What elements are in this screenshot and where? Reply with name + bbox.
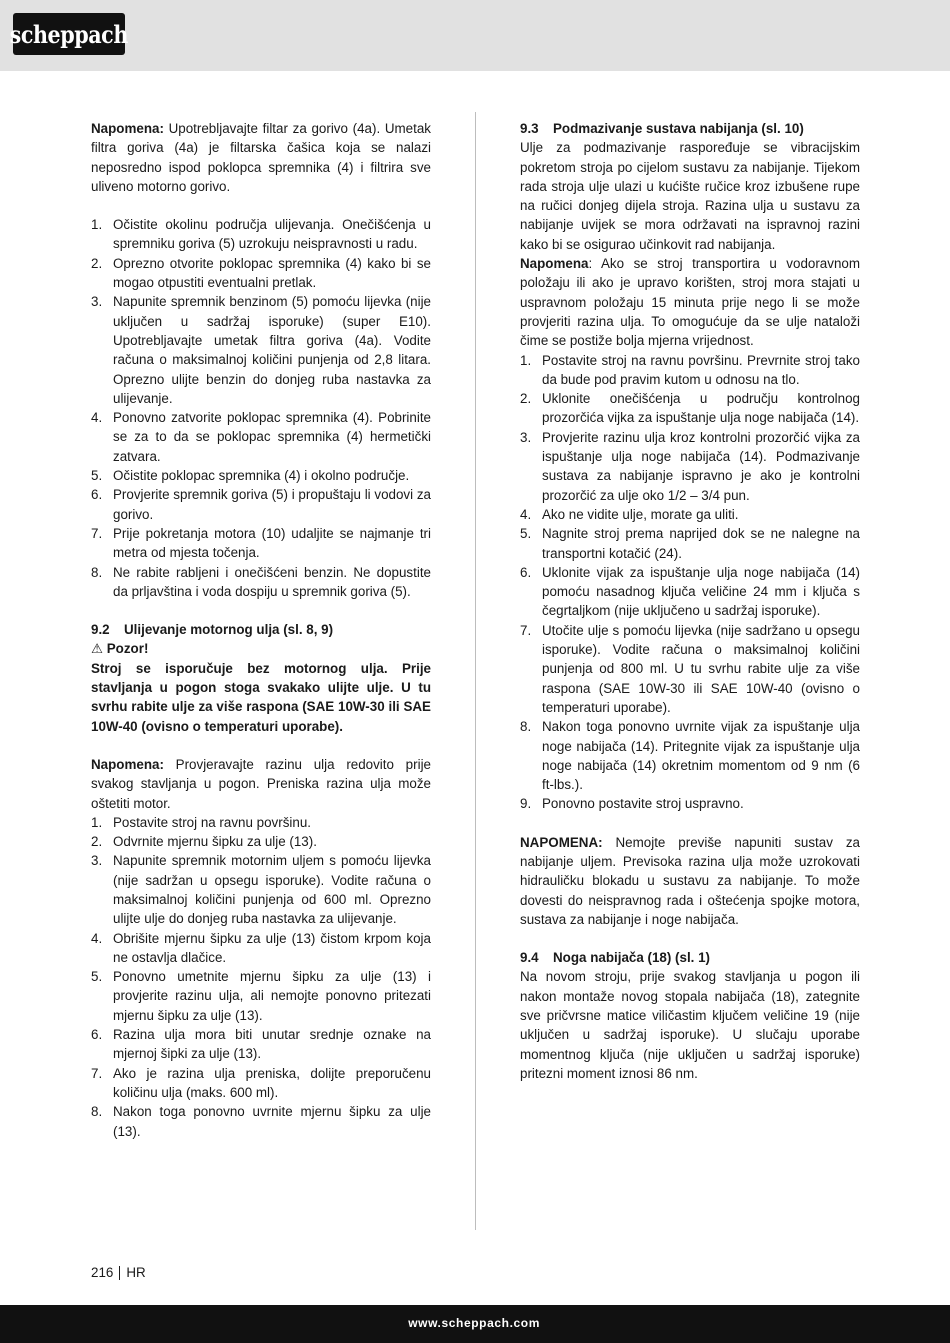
list-item-number: 7. <box>91 1065 103 1081</box>
warning-label: Pozor! <box>106 641 149 657</box>
note-oil-level <box>91 755 431 813</box>
list-item <box>91 408 431 466</box>
list-item-number: 4. <box>520 506 532 522</box>
page-number: 216 <box>91 1265 114 1280</box>
section-heading-9-3 <box>520 119 860 138</box>
left-column <box>91 119 431 1141</box>
section-title: Podmazivanje sustava nabijanja (sl. 10) <box>553 121 804 136</box>
list-item-number: 1. <box>91 217 103 233</box>
list-item <box>91 967 431 1025</box>
right-column <box>520 119 860 1083</box>
section-title: Noga nabijača (18) (sl. 1) <box>553 950 711 966</box>
list-item <box>520 428 860 505</box>
list-item <box>91 466 431 485</box>
list-item-text: Ponovno umetnite mjernu šipku za ulje (13) i provjerite razinu ulja, ali nemojte ponovno pritezati mjernu šipku za ulje (13). <box>113 969 431 1023</box>
list-item-number: 3. <box>520 429 532 445</box>
list-item-text: Oprezno otvorite poklopac spremnika (4) kako bi se mogao otpustiti eventualni pretlak. <box>113 255 431 291</box>
note-text: Provjeravajte razinu ulja redovito prije svakog stavljanja u pogon. Preniska razina ulja može oštetiti motor. <box>91 756 431 811</box>
list-item-text: Napunite spremnik benzinom (5) pomoću lijevka (nije uključen u sadržaj isporuke) (super E10). Upotrebljavajte umetak filtra goriva (4a). Vodite računa o maksimalnoj količini punjenja od 2,8 litara. Oprezno ulijte benzin do donjeg ruba nastavka za ulijevanje. <box>113 294 431 406</box>
list-item-text: Utočite ulje s pomoću lijevka (nije sadržano u opsegu isporuke). Vodite računa o maksimalnoj količini punjenja od 800 ml. U tu svrhu rabite ulje za više raspona (SAE 10W-30 ili SAE 10W-40 (ovisno o temperaturi uporabe). <box>542 622 860 715</box>
list-item <box>91 1064 431 1103</box>
list-item-number: 6. <box>91 1027 103 1043</box>
list-item <box>91 215 431 254</box>
list-item-text: Postavite stroj na ravnu površinu. Prevrnite stroj tako da bude pod pravim kutom u odnosu na tlo. <box>542 352 860 387</box>
list-item-text: Prije pokretanja motora (10) udaljite se najmanje tri metra od mjesta točenja. <box>113 525 431 561</box>
list-item-text: Nakon toga ponovno uvrnite mjernu šipku za ulje (13). <box>113 1104 431 1139</box>
website-link[interactable]: www.scheppach.com <box>408 1316 540 1330</box>
list-item-number: 8. <box>91 564 103 580</box>
list-item-number: 5. <box>91 969 103 985</box>
oil-steps-list <box>91 813 431 1141</box>
warning-line <box>91 639 431 658</box>
list-item-number: 6. <box>520 564 532 580</box>
list-item <box>91 813 431 832</box>
list-item <box>520 524 860 563</box>
list-item-number: 7. <box>91 525 103 541</box>
list-item <box>520 505 860 524</box>
list-item-number: 6. <box>91 487 103 503</box>
header-band <box>0 0 950 71</box>
list-item-number: 1. <box>91 814 103 830</box>
footer-separator <box>119 1266 120 1280</box>
note-fuel-filter <box>91 119 431 196</box>
list-item-text: Očistite poklopac spremnika (4) i okolno područje. <box>113 468 410 484</box>
note-label: Napomena: <box>91 121 164 136</box>
list-item-text: Nagnite stroj prema naprijed dok se ne nalegne na transportni kotačić (24). <box>542 526 860 561</box>
list-item <box>520 621 860 717</box>
list-item <box>91 292 431 408</box>
list-item <box>520 563 860 621</box>
list-item-number: 4. <box>91 410 103 426</box>
column-divider <box>475 112 476 1230</box>
list-item-text: Ponovno postavite stroj uspravno. <box>542 796 744 812</box>
list-item-number: 9. <box>520 796 532 812</box>
list-item-number: 4. <box>91 930 103 946</box>
note-text: Nemojte previše napuniti sustav za nabijanje uljem. Previsoka razina ulja može uzrokovati hidrauličku blokadu u sustavu za nabijanje. To može dovesti do neispravnog rada i oštećenja spojke motora, sustava za nabijanje i noge nabijača. <box>520 834 860 927</box>
list-item <box>91 485 431 524</box>
list-item <box>520 717 860 794</box>
list-item-number: 8. <box>520 719 532 735</box>
list-item <box>520 351 860 390</box>
list-item-text: Uklonite onečišćenja u području kontrolnog prozorčića vijka za ispuštanje ulja noge nabijača (14). <box>542 391 860 426</box>
list-item-text: Obrišite mjernu šipku za ulje (13) čistom krpom koja ne ostavlja dlačice. <box>113 930 431 965</box>
list-item <box>91 832 431 851</box>
list-item <box>91 254 431 293</box>
list-item-text: Razina ulja mora biti unutar srednje oznake na mjernoj šipki za ulje (13). <box>113 1027 431 1062</box>
footer-band <box>0 1305 950 1343</box>
list-item-text: Provjerite razinu ulja kroz kontrolni prozorčić vijka za ispuštanje ulja noge nabijača (14). Podmazivanje sustava za nabijanje ispravno je ako je kontrolni prozorčić za ulje oko 1/2 – 3/4 pun. <box>542 429 860 503</box>
note-label: Napomena: <box>91 756 164 772</box>
list-item-number: 7. <box>520 622 532 638</box>
list-item-number: 3. <box>91 294 103 310</box>
note-overfill <box>520 833 860 929</box>
section-body-9-4: Na novom stroju, prije svakog stavljanja u pogon ili nakon montaže novog stopala nabijača (18), zategnite sve pričvrsne matice viličastim ključem veličine 19 (nije uključen u sadržaj isporuke). U slučaju uporabe momentnog ključa (nije uključen u sadržaj isporuke) pritezni moment iznosi 86 nm. <box>520 969 860 1081</box>
warning-text: Stroj se isporučuje bez motornog ulja. Prije stavljanja u pogon stoga svakako ulijte ulje. U tu svrhu rabite ulje za više raspona (SAE 10W-30 ili SAE 10W-40 (ovisno o temperaturi uporabe). <box>91 660 431 734</box>
section-body-9-3: Ulje za podmazivanje raspoređuje se vibracijskim pokretom stroja po cijelom sustavu za nabijanje. Tijekom rada stroja ulje ulazi u kućište ručice kroz izbušene rupe na ručici donjeg dijela stroja. Razina ulja u sustavu za nabijanje uvijek se mora održavati na ispravnoj razini kako bi se osigurao učinkovit rad nabijanja. <box>520 140 860 252</box>
section-title: Ulijevanje motornog ulja (sl. 8, 9) <box>124 622 334 638</box>
list-item-text: Postavite stroj na ravnu površinu. <box>113 814 311 830</box>
note-text: : Ako se stroj transportira u vodoravnom položaju ili ako je upravo korišten, stroj mora stajati u uspravnom položaju 15 minuta prije nego li se može provjeriti razina ulja. To omogućuje da se ulje nataloži čime se postiže bolja mjerna vrijednost. <box>520 256 860 349</box>
section-number: 9.4 <box>520 950 539 966</box>
list-item-text: Uklonite vijak za ispuštanje ulja noge nabijača (14) pomoću nasadnog ključa veličine 24 mm i ključa s čegrtaljkom (nije uključeno u sadržaj isporuke). <box>542 564 860 619</box>
section-number: 9.2 <box>91 622 110 638</box>
list-item <box>91 1025 431 1064</box>
note-label: NAPOMENA: <box>520 834 603 850</box>
note-transport <box>520 254 860 350</box>
logo-text: scheppach <box>9 19 129 49</box>
list-item <box>91 929 431 968</box>
warning-triangle-icon: ⚠ <box>91 641 104 657</box>
list-item <box>91 851 431 928</box>
list-item-text: Ako je razina ulja preniska, dolijte preporučenu količinu ulja (maks. 600 ml). <box>113 1065 431 1100</box>
list-item-number: 8. <box>91 1104 103 1120</box>
list-item <box>91 563 431 602</box>
list-item-text: Nakon toga ponovno uvrnite vijak za ispuštanje ulja noge nabijača (14). Pritegnite vijak za ispuštanje ulja noge nabijača (14) okretnim momentom od 9 nm (6 ft-lbs.). <box>542 719 860 793</box>
section-heading-9-2 <box>91 620 431 639</box>
list-item-number: 1. <box>520 352 532 368</box>
note-text: Upotrebljavajte filtar za gorivo (4a). Umetak filtra goriva (4a) je filtarska čašica koja se nalazi neposredno ispod poklopca spremnika (4) i filtrira sve uliveno motorno gorivo. <box>91 121 431 194</box>
list-item-text: Očistite okolinu područja ulijevanja. Onečišćenja u spremniku goriva (5) uzrokuju neispravnosti u radu. <box>113 217 431 252</box>
list-item-text: Ako ne vidite ulje, morate ga uliti. <box>542 506 739 522</box>
list-item <box>91 524 431 563</box>
list-item-text: Provjerite spremnik goriva (5) i propuštaju li vodovi za gorivo. <box>113 487 431 522</box>
list-item-number: 2. <box>520 391 532 407</box>
language-code: HR <box>126 1265 146 1280</box>
list-item-number: 3. <box>91 853 103 869</box>
list-item-text: Ponovno zatvorite poklopac spremnika (4). Pobrinite se za to da se poklopac spremnika (4) hermetički zatvara. <box>113 410 431 464</box>
list-item-number: 5. <box>520 526 532 542</box>
section-heading-9-4 <box>520 948 860 967</box>
page-footer <box>91 1265 146 1280</box>
fuel-steps-list <box>91 215 431 601</box>
list-item-number: 5. <box>91 468 103 484</box>
list-item-text: Odvrnite mjernu šipku za ulje (13). <box>113 834 317 850</box>
brand-logo <box>9 13 129 55</box>
list-item-text: Ne rabite rabljeni i onečišćeni benzin. Ne dopustite da prljavština i voda dospiju u spremnik goriva (5). <box>113 564 431 599</box>
section-number: 9.3 <box>520 121 539 136</box>
list-item-number: 2. <box>91 255 103 271</box>
list-item <box>520 794 860 813</box>
note-label: Napomena <box>520 256 589 272</box>
list-item-text: Napunite spremnik motornim uljem s pomoću lijevka (nije sadržan u opsegu isporuke). Vodite računa o maksimalnoj količini punjenja od 600 ml. Oprezno ulijte ulje do donjeg ruba nastavka za ulijevanje. <box>113 853 431 927</box>
list-item-number: 2. <box>91 834 103 850</box>
lubrication-steps-list <box>520 351 860 814</box>
list-item <box>91 1102 431 1141</box>
list-item <box>520 389 860 428</box>
